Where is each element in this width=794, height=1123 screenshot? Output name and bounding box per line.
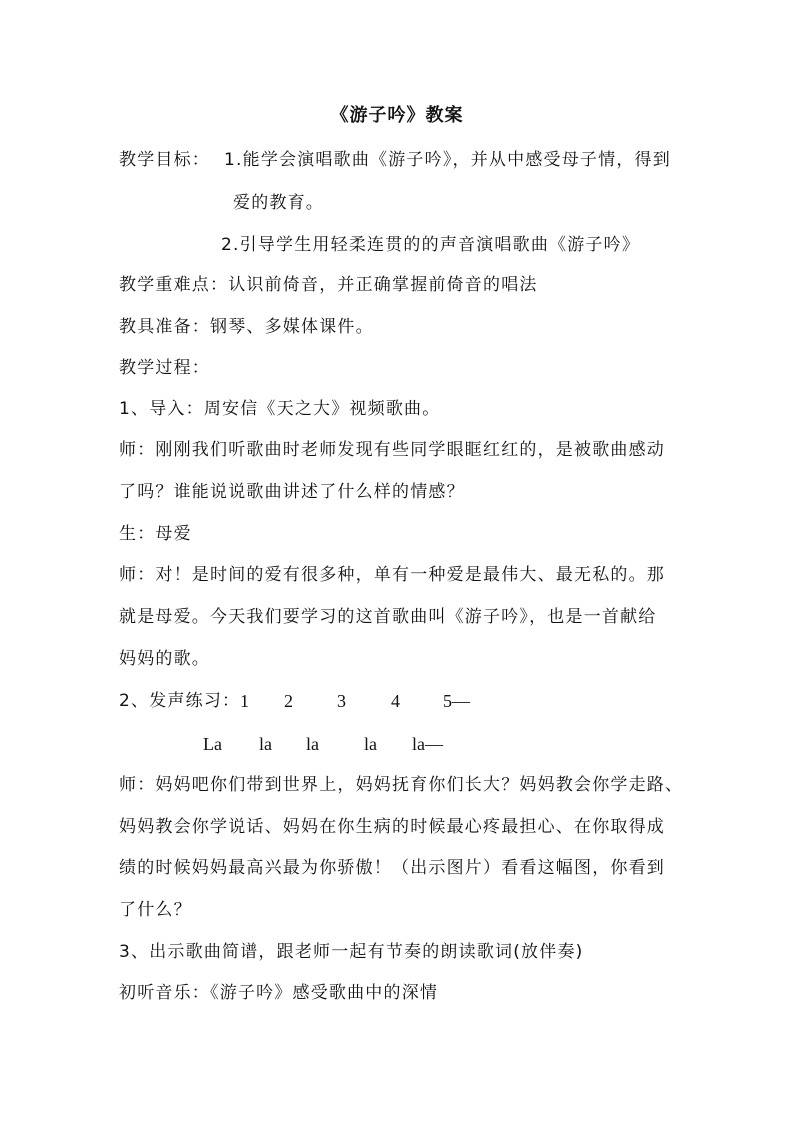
- note-3: 3: [337, 691, 346, 711]
- teacher-3-line-4: 了什么？: [119, 900, 192, 920]
- syllable-3: la: [306, 734, 319, 754]
- teacher-2-line-2: 就是母爱。今天我们要学习的这首歌曲叫《游子吟》，也是一首献给: [119, 607, 657, 627]
- teacher-2-line-3: 妈妈的歌。: [119, 649, 210, 669]
- materials: 教具准备：钢琴、多媒体课件。: [119, 317, 374, 337]
- goal-item-1-continued: 爱的教育。: [233, 193, 324, 213]
- syllable-2: la: [259, 734, 272, 754]
- step-2-label: 2、发声练习：: [119, 691, 241, 711]
- teacher-2-line-1: 师：对！是时间的爱有很多种，单有一种爱是最伟大、最无私的。那: [119, 565, 665, 585]
- teacher-3-line-1: 师：妈妈吧你们带到世界上，妈妈抚育你们长大？妈妈教会你学走路、: [119, 775, 684, 795]
- student-1: 生：母爱: [119, 524, 192, 544]
- teacher-3-line-2: 妈妈教会你学说话、妈妈在你生病的时候最心疼最担心、在你取得成: [119, 817, 665, 837]
- syllable-1: La: [203, 734, 222, 754]
- goals-line-1: [119, 149, 671, 171]
- document-title: 《游子吟》教案: [330, 105, 464, 126]
- goal-item-1: 1.能学会演唱歌曲《游子吟》，并从中感受母子情，得到: [224, 150, 671, 170]
- listen-line: 初听音乐：《游子吟》感受歌曲中的深情: [119, 983, 439, 1003]
- step-1: 1、导入：周安信《天之大》视频歌曲。: [119, 399, 441, 419]
- teacher-1-line-2: 了吗？谁能说说歌曲讲述了什么样的情感？: [119, 482, 465, 502]
- goal-item-2: 2.引导学生用轻柔连贯的的声音演唱歌曲《游子吟》: [221, 235, 641, 255]
- note-1: 1: [240, 691, 249, 711]
- teacher-3-line-3: 绩的时候妈妈最高兴最为你骄傲！（出示图片）看看这幅图，你看到: [119, 858, 665, 878]
- note-2: 2: [284, 691, 293, 711]
- goals-label: 教学目标：: [119, 150, 210, 170]
- syllable-5: la—: [412, 734, 443, 754]
- teacher-1-line-1: 师：刚刚我们听歌曲时老师发现有些同学眼眶红红的，是被歌曲感动: [119, 440, 665, 460]
- step-3: 3、出示歌曲简谱，跟老师一起有节奏的朗读歌词(放伴奏): [119, 942, 584, 962]
- process-label: 教学过程：: [119, 358, 210, 378]
- note-5: 5—: [443, 691, 470, 711]
- syllable-4: la: [364, 734, 377, 754]
- note-4: 4: [391, 691, 400, 711]
- key-points: 教学重难点：认识前倚音，并正确掌握前倚音的唱法: [119, 275, 538, 295]
